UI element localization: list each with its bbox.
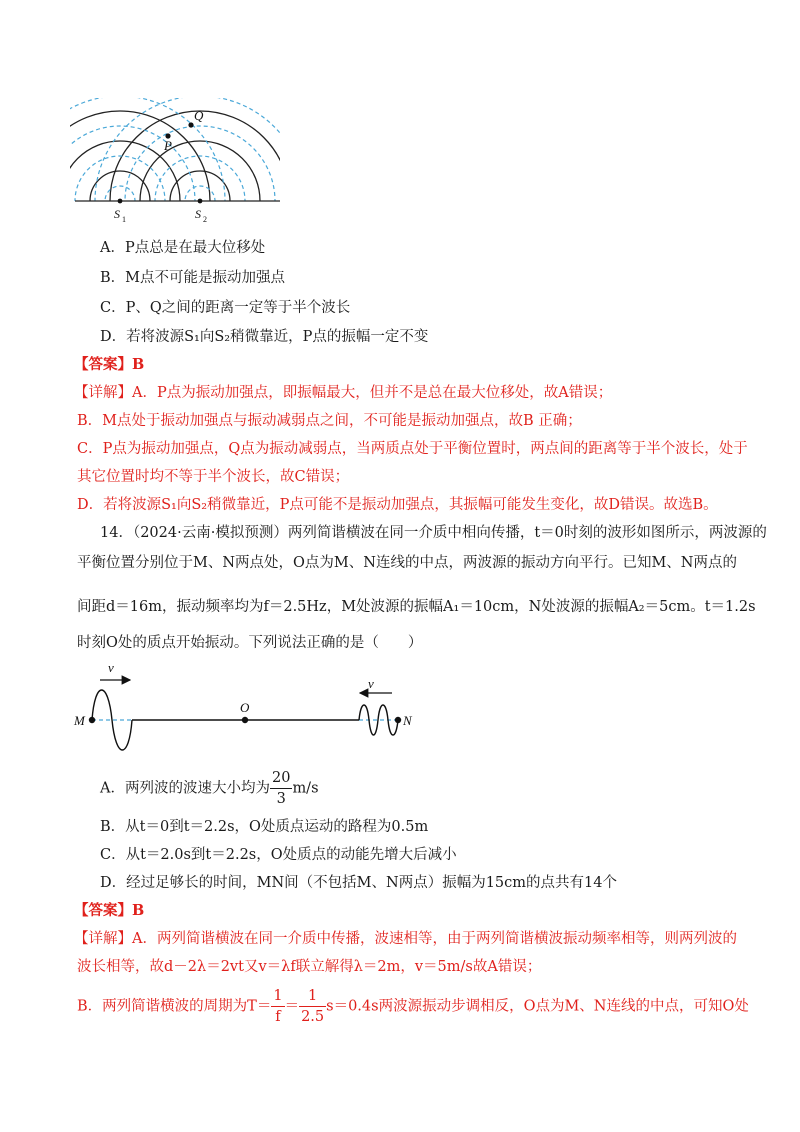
- q13-explain-2: B．M点处于振动加强点与振动减弱点之间，不可能是振动加强点，故B 正确；: [77, 413, 582, 429]
- wave-m: [92, 690, 132, 750]
- point-q: [188, 122, 193, 127]
- q14-option-d: D．经过足够长的时间，MN间（不包括M、N两点）振幅为15cm的点共有14个: [100, 875, 617, 891]
- label-v-left: v: [108, 660, 114, 675]
- q14-option-a-den: 3: [276, 791, 286, 807]
- q14-explain-b-eq: ＝: [284, 998, 300, 1015]
- interference-figure: [70, 98, 280, 226]
- q14-stem-1: 14．（2024·云南·模拟预测）两列简谐横波在同一介质中相向传播，t＝0时刻的波形如图所示，两波源的: [100, 525, 767, 541]
- label-s1-sub: 1: [122, 215, 126, 224]
- q14-stem-2: 平衡位置分别位于M、N两点处，O点为M、N连线的中点，两波源的振动方向平行。已知M、N两点的: [77, 555, 737, 571]
- q14-option-b: B．从t＝0到t＝2.2s，O处质点运动的路程为0.5m: [100, 819, 429, 835]
- q14-explain-b-frac1-den: f: [275, 1009, 281, 1025]
- q14-option-a-unit: m/s: [292, 780, 319, 797]
- q14-option-a-fraction: [270, 768, 292, 809]
- label-v-right: v: [368, 676, 374, 691]
- q14-stem-4: 时刻O处的质点开始振动。下列说法正确的是（ ）: [77, 635, 423, 651]
- point-n: [395, 717, 401, 723]
- q14-stem-3: 间距d＝16m，振动频率均为f＝2.5Hz，M处波源的振幅A₁＝10cm，N处波源的振幅A₂＝5cm。t＝1.2s: [77, 599, 756, 615]
- q13-option-a: A．P点总是在最大位移处: [100, 240, 266, 256]
- q13-option-b: B．M点不可能是振动加强点: [100, 270, 286, 286]
- q13-explain-4: 其它位置时均不等于半个波长，故C错误；: [77, 469, 350, 485]
- q13-explain-5: D．若将波源S₁向S₂稍微靠近，P点可能不是振动加强点，其振幅可能发生变化，故D错误。故选B。: [77, 497, 718, 513]
- label-n: N: [403, 713, 412, 728]
- point-s2: [198, 199, 203, 204]
- point-o: [242, 717, 248, 723]
- q13-explain-3: C．P点为振动加强点，Q点为振动减弱点，当两质点处于平衡位置时，两点间的距离等于半个波长，处于: [77, 441, 748, 457]
- string-wave-figure: [70, 660, 420, 760]
- q14-explain-a2: 波长相等，故d－2λ＝2vt又v＝λf联立解得λ＝2m，v＝5m/s故A错误；: [77, 959, 542, 975]
- q14-explain-a1: 【详解】A．两列简谐横波在同一介质中传播，波速相等，由于两列简谐横波振动频率相等，则两列波的: [74, 931, 737, 947]
- point-m: [89, 717, 95, 723]
- label-p: P: [164, 138, 172, 153]
- dashed-wavefronts: [70, 98, 280, 226]
- q14-explain-b-frac1-num: 1: [271, 986, 284, 1007]
- label-s2-sub: 2: [203, 215, 207, 224]
- q13-option-d: D．若将波源S₁向S₂稍微靠近，P点的振幅一定不变: [100, 329, 429, 345]
- q13-option-c: C．P、Q之间的距离一定等于半个波长: [100, 300, 351, 316]
- label-s1: S: [114, 207, 120, 221]
- point-s1: [118, 199, 123, 204]
- label-m: M: [74, 713, 85, 728]
- q14-explain-b: [77, 986, 749, 1027]
- q14-option-a-text: A．两列波的波速大小均为: [100, 780, 270, 797]
- q14-option-a: [100, 768, 319, 809]
- q14-option-c: C．从t＝2.0s到t＝2.2s，O处质点的动能先增大后减小: [100, 847, 457, 863]
- solid-wavefronts: [70, 111, 280, 226]
- q14-explain-b-post: s＝0.4s两波源振动步调相反，O点为M、N连线的中点，可知O处: [326, 998, 749, 1015]
- q14-explain-b-text: B．两列简谐横波的周期为T＝: [77, 998, 272, 1015]
- q14-answer: 【答案】B: [74, 902, 145, 919]
- q14-explain-b-frac2-den: 2.5: [301, 1009, 325, 1025]
- q14-explain-b-frac2: [299, 986, 326, 1027]
- label-q: Q: [194, 108, 204, 123]
- label-s2: S: [195, 207, 201, 221]
- q13-explain-1: 【详解】A．P点为振动加强点，即振幅最大，但并不是总在最大位移处，故A错误；: [74, 385, 613, 401]
- q14-explain-b-frac2-num: 1: [299, 986, 326, 1007]
- q14-explain-b-frac1: [271, 986, 284, 1027]
- q14-option-a-num: 20: [270, 768, 292, 789]
- q13-answer: 【答案】B: [74, 356, 145, 373]
- wave-n: [359, 705, 398, 735]
- label-o: O: [240, 700, 250, 715]
